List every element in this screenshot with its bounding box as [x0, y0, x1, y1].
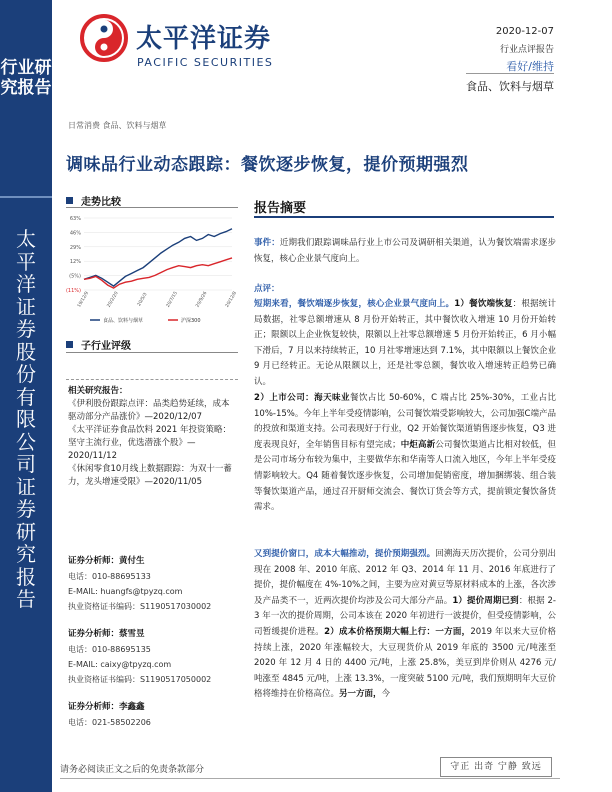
sidebar-org-char: 太: [16, 227, 36, 251]
summary-rule: [254, 216, 554, 218]
paragraph-short-term: [254, 297, 556, 391]
footer-disclaimer: 请务必阅读正文之后的免责条款部分: [60, 765, 205, 775]
trend-section-heading: [66, 193, 121, 208]
chart-y-tick-label: (5%): [69, 273, 81, 280]
sidebar-report-category: [0, 58, 52, 98]
sub-rating-rule: [66, 352, 238, 353]
trend-rule: [66, 207, 238, 208]
comment-label-block: [254, 282, 556, 298]
sidebar-char: 行: [0, 58, 18, 78]
paragraph-listed-companies: [254, 391, 556, 516]
section-square-icon: [66, 341, 73, 348]
sidebar-org-char: 研: [16, 519, 36, 544]
sub-rating-heading: [66, 337, 131, 352]
sidebar-org-char: 券: [16, 497, 36, 521]
sidebar-org-char: 份: [16, 362, 36, 386]
chart-x-tick-label: 19/12/9: [77, 290, 91, 309]
sidebar-org-name: [0, 228, 52, 611]
chart-y-tick-label: 12%: [69, 259, 81, 266]
trend-chart: [60, 210, 240, 330]
p2-company-2: 中炬高新: [400, 439, 436, 450]
company-logo-icon: [80, 14, 128, 62]
chart-legend-label: 沪深300: [181, 318, 201, 324]
event-label: 事件：: [254, 238, 280, 248]
analyst-license: 执业资格证书编码：S1190517050002: [68, 675, 212, 684]
p2-sub: 2）上市公司：: [254, 393, 315, 403]
header-divider: [466, 73, 554, 74]
p3-tail2: 今: [381, 689, 391, 700]
related-report-item[interactable]: 《伊利股份跟踪点评：品类趋势延续，成本驱动部分产品涨价》—2020/12/07: [68, 399, 230, 422]
p2-text: 餐饮占比 50-60%，C 端占比 25%-30%，工业占比 10%-15%。今年上半年受疫情影响，公司餐饮端受影响较大，公司加强C端产品的投放和渠道支持。公司表现好于行业，Q2 开始餐饮渠道销售逐步恢复，Q3 进度表现良好，全年销售目标有望完成；: [254, 393, 556, 450]
analyst-name: 蔡雪昱: [119, 629, 145, 639]
sub-rating-heading-text: 子行业评级: [81, 341, 131, 352]
sidebar: [0, 0, 52, 792]
sidebar-org-char: 股: [16, 339, 36, 364]
chart-x-tick-label: 20/12/8: [225, 290, 239, 309]
p3-tail: 另一方面，: [339, 689, 382, 700]
analyst-role: 证券分析师：: [68, 702, 120, 712]
p2-company: 海天味业: [314, 393, 350, 403]
company-name-en: PACIFIC SECURITIES: [137, 56, 274, 69]
analyst-email[interactable]: E-MAIL: caixy@tpyzq.com: [68, 660, 172, 669]
report-date: 2020-12-07: [495, 26, 554, 37]
sidebar-org-char: 证: [16, 474, 36, 499]
industry-rating: 看好/维持: [506, 60, 554, 73]
footer-rule: [60, 778, 560, 779]
footer-motto: 守正 出奇 宁静 致远: [450, 762, 542, 772]
related-reports: [68, 385, 236, 489]
related-rule: [66, 379, 238, 380]
report-type: 行业点评报告: [499, 45, 554, 55]
sidebar-char: 业: [17, 58, 35, 78]
p3-sub1: 1）提价周期已到: [452, 595, 519, 606]
analyst-role-name: [68, 627, 240, 642]
chart-x-tick-label: 20/2/20: [106, 290, 120, 309]
analyst-phone: 电话：010-88695135: [68, 645, 151, 654]
analyst-name: 李鑫鑫: [119, 702, 145, 712]
event-text: 近期我们跟踪调味品行业上市公司及调研相关渠道，认为餐饮端需求逐步恢复，核心企业景气度向上。: [254, 238, 556, 264]
sidebar-org-char: 平: [16, 249, 36, 274]
chart-x-tick-label: 20/7/15: [165, 290, 179, 309]
related-report-item[interactable]: 《太平洋证券食品饮料 2021 年投资策略：坚守主流行业，优选潜涨个股》—2020/11/12: [68, 425, 232, 461]
report-title: 调味品行业动态跟踪：餐饮逐步恢复，提价预期强烈: [66, 155, 469, 175]
analyst-phone: 电话：010-88695133: [68, 572, 151, 581]
sidebar-org-char: 究: [16, 542, 36, 566]
analyst-card: [68, 627, 240, 687]
chart-x-tick-label: 20/9/26: [195, 290, 209, 309]
analyst-email[interactable]: E-MAIL: huangfs@tpyzq.com: [68, 587, 183, 596]
p3-text2: 2019 年以来大豆价格持续上涨，2020 年涨幅较大，大豆现货价从 2019 年底的 3500 元/吨涨至 2020 年 12 月 4 日的 4400 元/吨，上涨 25.8%，美豆到岸价则从 4276 元/吨涨至 4845 元/吨，上涨 13.3%，一度突破 5100 元/吨，我们预期明年大豆价格将维持在价格高位。: [254, 626, 557, 700]
analyst-name: 黄付生: [119, 556, 145, 566]
chart-series-line: [84, 229, 232, 286]
sidebar-org-char: 洋: [16, 272, 36, 296]
sidebar-org-char: 限: [16, 407, 36, 431]
analyst-role: 证券分析师：: [68, 629, 120, 639]
sidebar-org-char: 公: [16, 429, 36, 454]
chart-series-line: [84, 258, 232, 288]
sidebar-org-char: 券: [16, 317, 36, 341]
chart-y-tick-label: 29%: [69, 244, 81, 251]
p2-text-2: 公司餐饮渠道占比相对较低，但是公司市场分布较为集中，主要做华东和华南等人口流入地区，今年上半年受疫情影响较大。Q4 随着餐饮逐步恢复，公司增加促销密度，增加捆绑装、组合装等餐饮渠道产品，通过召开厨师交流会、餐饮订货会等方式，提前锁定餐饮备货需求。: [254, 439, 556, 513]
sidebar-org-char: 有: [16, 384, 36, 409]
sidebar-divider: [0, 196, 52, 198]
related-reports-label: 相关研究报告：: [68, 386, 128, 396]
analyst-role-name: [68, 554, 240, 569]
p1-sub: 1）餐饮端恢复: [454, 299, 513, 309]
related-report-item[interactable]: 《休闲零食10月线上数据跟踪：为双十一蓄力，龙头增速受限》—2020/11/05: [68, 464, 232, 487]
p3-lead: 又到提价窗口，成本大幅推动，提价预期强烈。: [254, 549, 436, 559]
chart-y-tick-label: 63%: [69, 216, 81, 222]
event-paragraph: [254, 236, 556, 267]
chart-legend-label: 食品、饮料与烟草: [103, 318, 144, 324]
sidebar-org-char: 报: [16, 564, 36, 589]
paragraph-price-hike: [254, 547, 556, 703]
analyst-card: [68, 554, 240, 614]
sidebar-char: 报: [17, 78, 35, 98]
trend-chart-svg: [60, 210, 240, 330]
sidebar-org-char: 告: [16, 587, 36, 611]
p1-text: ：根据统计局数据，社零总额增速从 8 月份开始转正，其中餐饮收入增速 10 月份开始转正；限额以上企业恢复较快，限额以上社零总额增速 5 月份开始转正，6 月小幅下滑后，7 月以来持续转正，10 月社零增速达到 7.1%，其中限额以上餐饮企业 9 月已经转正。无论从限额以上，还是社零总额，餐饮收入增速转正趋势已确认。: [254, 299, 556, 387]
p3-text1: ：根据 2-3 年一次的提价周期，公司本该在 2020 年初进行一波提价，但受疫情影响，公司暂缓提价进程。: [254, 595, 556, 637]
summary-heading: 报告摘要: [254, 201, 307, 216]
analyst-role-name: [68, 700, 240, 715]
chart-y-tick-label: 46%: [69, 230, 81, 237]
company-name-cn: 太平洋证券: [136, 24, 272, 54]
p3-text: 回溯海天历次提价，公司分别出现在 2008 年、2010 年底、2012 年 Q3、2014 年 11 月、2016 年底进行了提价，提价幅度在 4%-10%之间，主要为应对黄豆等原材料成本的上涨，各次涉及产品类不一，近两次提价均涉及公司大部分产品。: [254, 549, 556, 606]
chart-x-tick-label: 20/5/3: [136, 292, 149, 308]
footer-motto-box: [440, 757, 552, 777]
trend-heading-text: 走势比较: [81, 197, 121, 208]
sidebar-org-char: 证: [16, 294, 36, 319]
industry-name: 食品、饮料与烟草: [466, 80, 554, 93]
analyst-role: 证券分析师：: [68, 556, 120, 566]
p1-lead: 短期来看，餐饮端逐步恢复，核心企业景气度向上。: [254, 299, 455, 309]
comment-label: 点评：: [254, 284, 280, 294]
breadcrumb: 日常消费 食品、饮料与烟草: [68, 121, 167, 130]
sidebar-char: 究: [0, 78, 18, 98]
section-square-icon: [66, 197, 73, 204]
sidebar-org-char: 司: [16, 452, 36, 476]
sidebar-char: 研: [34, 58, 52, 78]
chart-y-tick-label: (11%): [65, 288, 81, 294]
analyst-card: [68, 700, 240, 730]
sidebar-char: 告: [34, 78, 52, 98]
analyst-license: 执业资格证书编码：S1190517030002: [68, 602, 212, 611]
analyst-phone: 电话：021-58502206: [68, 718, 151, 727]
p3-sub2: 2）成本价格预期大幅上行：一方面，: [324, 626, 471, 637]
